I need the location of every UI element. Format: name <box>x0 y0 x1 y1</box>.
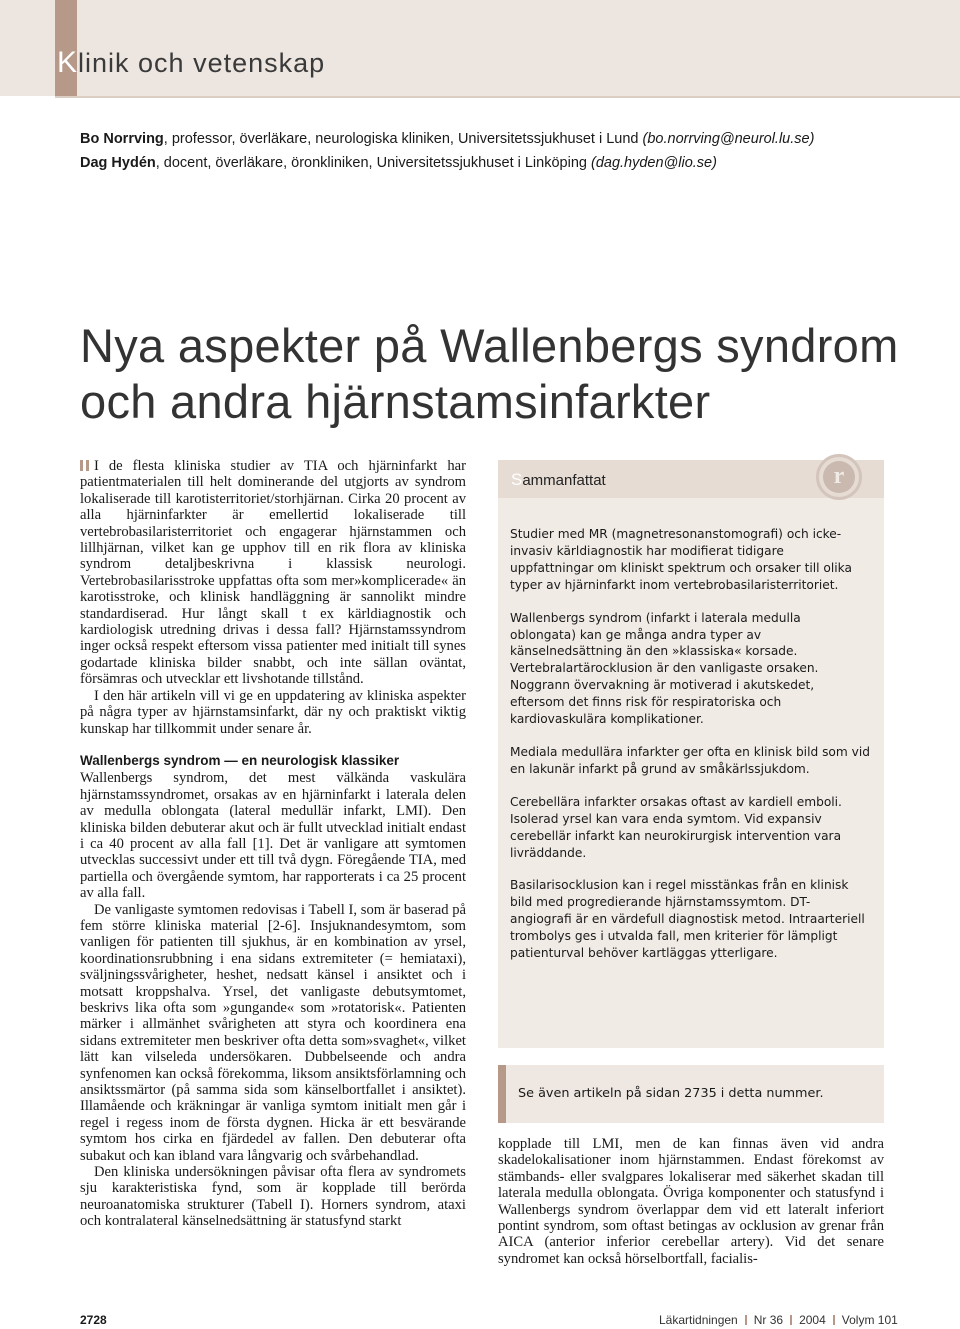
summary-paragraph: Wallenbergs syndrom (infarkt i laterala medulla oblongata) kan ge många andra typer av känselnedsättning än den »klassiska« korsade. Vertebralartärocklusion är den vanligaste orsaken. Noggrann övervakning är motiverad i akutskedet, eftersom det finns risk för respiratoriska och kardiovaskulära komplikationer. <box>510 610 819 727</box>
body-paragraph: De vanligaste symtomen redovisas i Tabell I, som är baserad på fem större kliniska material [2-6]. Insjuknandesymtom, som vanligen för patienten till sjukhus, är en kombination av yrsel, koordinationsrubbning i ena sidans extremiteter (= hemiataxi), sväljningssvårigheter, heshet, nedsatt känsel i ansiktet och i motsatt kroppshalva. Yrsel, det vanligaste debutsymtomet, beskrivs lika ofta som »gungande« som »rotatorisk«. Patienten märker i allmänhet svårigheten att styra och koordinera ena sidans extremiteter men beskriver ofta detta som»svaghet«, vilket lätt kan vilseleda undersökaren. Dubbelseende och andra synfenomen kan också förekomma, liksom ansiktsförlamning och ansiktssmärtor (på samma sida som känselbortfallet i ansiktet). Illamående och kräkningar är vanliga symtom initialt men går i regel i regess inom de första dygnen. Hicka är ett besvärande symtom hos cirka en fjärdedel av fallen. Den debuterar ofta subakut och kan ibland vara långvarig och svårbehandlad. <box>80 901 466 1164</box>
section-title-rest: linik och vetenskap <box>78 48 326 78</box>
see-also-text: Se även artikeln på sidan 2735 i detta nummer. <box>518 1086 824 1101</box>
body-paragraph: Den kliniska undersökningen påvisar ofta flera av syndromets sju karakteristiska fynd, som är kopplade till berörda neuroanatomiska strukturer (Tabell I). Horners syndrom, ataxi och kontralateral känselnedsättning är statusfynd starkt <box>80 1164 466 1230</box>
journal-name: Läkartidningen <box>659 1313 738 1327</box>
volume: Volym 101 <box>841 1313 898 1327</box>
summary-header <box>498 460 884 498</box>
body-paragraph: Wallenbergs syndrom, det mest välkända vaskulära hjärnstamssyndromet, orsakas av en hjärninfarkt i laterala delen av medulla oblongata (lateral medullär infarkt, LMI). Den kliniska bilden debuterar akut och är fullt utvecklad initialt endast i ca 40 procent av alla fall [1]. Det är vanligare att symtomen utvecklas successivt under ett till två dygn. Föregående TIA, med partiella och övergående symtom, har rapporterats i ca 25 procent av alla fall. <box>80 770 466 902</box>
paragraph-marker-icon <box>80 460 89 471</box>
body-paragraph: kopplade till LMI, men de kan finnas även vid andra skadelokalisationer inom hjärnstammen. Endast förekomst av stämbands- eller svalgpares lokaliserar med säkerhet skadan till laterala medulla oblongata. Övriga komponenter och statusfynd i Wallenbergs syndrom överlappar dem vid ett lateralt inferiort pontint syndrom, som oftast betingas av ocklusion av grenar från AICA (anterior inferior cerebellar artery). Vid det senare syndromet kan också hörselbortfall, facialis- <box>498 1136 884 1267</box>
footer-separator <box>790 1315 792 1325</box>
intro-paragraph: I de flesta kliniska studier av TIA och hjärninfarkt har patientmaterialen till helt dominerande del utgjorts av syndrom lokaliserade till karotisterritoriet/storhjärnan. Cirka 20 procent av alla hjärninfarkter är emellertid lokaliserade till vertebrobasilaristerritoriet och engagerar hjärnstammen och lillhjärnan, vilket kan ge upphov till en rik flora av kliniska syndrom detaljbeskrivna i klassisk neurologi. Vertebrobasilarisstroke uppfattas ofta som mer»komplicerade« än karotisstroke, och klinisk handläggning är sannolikt mindre standardiserad. Hur långt skall t ex kärldiagnostik och kardiologisk utredning drivas i dessa fall? Hjärnstamssyndrom inger också respekt eftersom vissa patienter med initialt till synes godartade kliniska bilder snabbt, och inte sällan oväntat, försämras och utvecklar ett livshotande tillstånd. <box>80 458 466 688</box>
author-name: Bo Norrving <box>80 131 164 147</box>
article-title-line-1: Nya aspekter på Wallenbergs syndrom <box>80 319 899 372</box>
author-affiliation: , docent, överläkare, öronkliniken, Universitetssjukhuset i Linköping <box>155 155 591 171</box>
summary-paragraph: Mediala medullära infarkter ger ofta en klinisk bild som vid en lakunär infarkt på grund av småkärlssjukdom. <box>510 744 870 776</box>
page-number: 2728 <box>80 1313 107 1327</box>
article-title-line-2: och andra hjärnstamsinfarkter <box>80 375 711 428</box>
author-affiliation: , professor, överläkare, neurologiska kliniken, Universitetssjukhuset i Lund <box>163 131 643 147</box>
footer-separator <box>745 1315 747 1325</box>
body-paragraph: I den här artikeln vill vi ge en uppdatering av kliniska aspekter på några typer av hjärnstamsinfarkt, där ny och praktiskt viktig kunskap har tillkommit under senare år. <box>80 687 466 737</box>
summary-paragraph: Studier med MR (magnetresonanstomografi) och icke-invasiv kärldiagnostik har modifierat tidigare uppfattningar om kliniskt spektrum och orsaker till olika typer av hjärninfarkt inom vertebrobasilaristerritoriet. <box>510 527 852 592</box>
footer-separator <box>833 1315 835 1325</box>
section-title-initial: K <box>57 46 79 79</box>
r-logo-letter: r <box>823 461 855 493</box>
registered-r-icon <box>816 454 862 500</box>
summary-title-rest: ammanfattat <box>522 472 606 489</box>
summary-title-initial: S <box>511 470 523 489</box>
issue-number: Nr 36 <box>753 1313 784 1327</box>
right-text-column <box>498 1136 884 1267</box>
section-title <box>57 46 325 80</box>
footer-journal-info <box>659 1313 898 1327</box>
author-line <box>80 155 717 171</box>
left-text-column <box>80 458 466 1230</box>
author-email: (dag.hyden@lio.se) <box>590 155 717 171</box>
issue-year: 2004 <box>799 1313 826 1327</box>
summary-paragraph: Basilarisocklusion kan i regel misstänkas från en klinisk bild med progredierande hjärnstamssymtom. DT-angiografi är en värdefull diagnostisk metod. Intraarteriell trombolys ges i utvalda fall, men kriterier för lämpligt patienturval behöver kartläggas ytterligare. <box>510 878 865 961</box>
summary-paragraph: Cerebellära infarkter orsakas oftast av kardiell emboli. Isolerad yrsel kan vara enda symtom. Vid expansiv cerebellär infarkt kan neurokirurgisk intervention vara livräddande. <box>510 794 842 860</box>
section-divider <box>55 96 960 98</box>
author-email: (bo.norrving@neurol.lu.se) <box>642 131 815 147</box>
summary-box <box>498 460 884 1048</box>
author-line <box>80 131 814 147</box>
summary-title <box>511 470 606 490</box>
see-also-box <box>498 1065 884 1123</box>
section-subheading: Wallenbergs syndrom — en neurologisk klassiker <box>80 752 400 768</box>
author-name: Dag Hydén <box>80 155 156 171</box>
see-also-accent-bar <box>498 1065 506 1123</box>
summary-body <box>510 526 870 978</box>
